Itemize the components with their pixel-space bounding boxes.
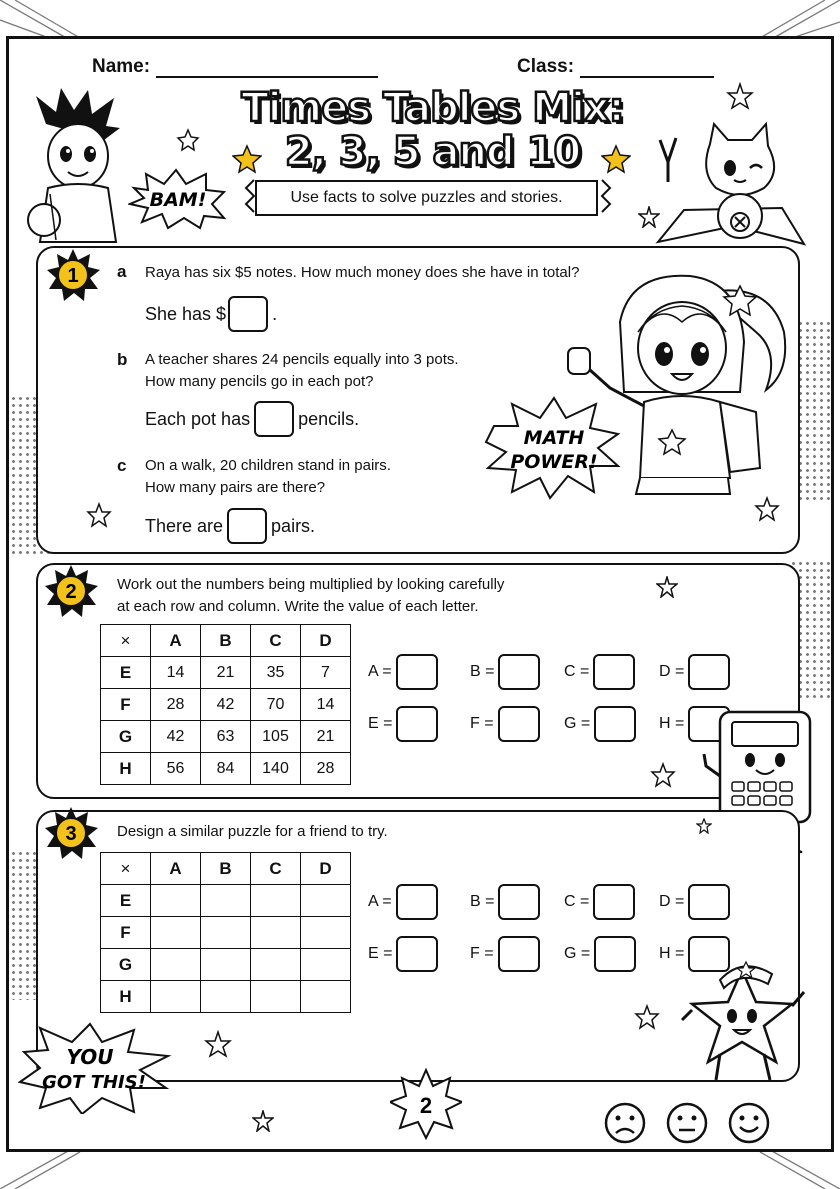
grid-row-header: H [101,753,151,785]
question-b-answer [145,401,359,437]
star-outline-icon [176,128,200,152]
grid-row-header: G [101,721,151,753]
number-badge-3 [44,806,98,860]
page-number: 2 [419,1093,433,1118]
grid-blank-cell[interactable] [301,949,351,981]
answer-label: F = [470,945,494,962]
grid-blank-cell[interactable] [251,981,301,1013]
grid-cell: 56 [151,753,201,785]
subtitle-banner [255,180,598,216]
answer-label: E = [368,715,393,732]
answer-label: A = [368,663,392,680]
design-box-c[interactable] [593,884,635,920]
question-a-letter: a [117,262,127,281]
grid-cell: 14 [151,657,201,689]
grid-row [101,689,351,721]
grid-row [101,949,351,981]
grid-corner-symbol: × [101,625,151,657]
bam-text: BAM! [149,189,207,211]
answer-letter-g [564,706,640,742]
grid-blank-cell[interactable] [301,885,351,917]
section-3-instructions: Design a similar puzzle for a friend to try. [117,823,388,840]
grid-cell: 84 [201,753,251,785]
question-b-line2: How many pencils go in each pot? [145,373,374,390]
grid-blank-cell[interactable] [301,917,351,949]
answer-label: G = [564,945,591,962]
answer-b-suffix: pencils. [298,408,360,429]
grid-cell: 70 [251,689,301,721]
question-c-line1: On a walk, 20 children stand in pairs. [145,457,391,474]
question-c-line2: How many pairs are there? [145,479,326,496]
answer-c-suffix: pairs. [271,515,316,536]
answer-label: C = [564,893,590,910]
star-outline-icon [650,762,676,788]
subtitle-text: Use facts to solve puzzles and stories. [290,189,563,206]
grid-row [101,657,351,689]
design-box-d[interactable] [688,884,730,920]
answer-b-box[interactable] [254,401,294,437]
answer-label: E = [368,945,393,962]
number-badge-2 [44,564,98,618]
grid-blank-cell[interactable] [151,981,201,1013]
grid-corner-symbol: × [101,853,151,885]
grid-row-header: E [101,885,151,917]
zigzag-right-decoration [598,178,614,218]
grid-header-row [101,625,351,657]
grid-row [101,885,351,917]
question-b-text [145,349,459,393]
neutral-face-icon[interactable] [666,1102,708,1144]
class-field[interactable] [517,56,714,78]
answer-label: F = [470,715,494,732]
class-line[interactable] [580,60,714,78]
multiplication-grid-puzzle [100,624,351,785]
grid-column-header: D [301,625,351,657]
class-label: Class: [517,56,575,77]
answer-a-prefix: She has $ [145,303,227,324]
grid-cell: 7 [301,657,351,689]
number-badge-1 [46,248,100,302]
grid-blank-cell[interactable] [201,949,251,981]
you-got-this-line1: YOU [66,1045,114,1069]
answer-letter-b [470,654,544,690]
star-outline-icon [696,818,712,834]
answer-letter-c [564,654,639,690]
you-got-this-burst [18,1022,174,1114]
star-character-illustration [680,950,810,1090]
answer-label: G = [564,715,591,732]
grid-row [101,753,351,785]
answer-letter-e [368,706,442,742]
grid-row-header: E [101,657,151,689]
answer-label: H = [659,715,685,732]
design-answer-g [564,936,640,972]
answer-c-prefix: There are [145,515,224,536]
grid-row-header: F [101,689,151,721]
answer-b-prefix: Each pot has [145,408,251,429]
design-answer-e [368,936,442,972]
section-2-instructions [117,574,504,618]
grid-column-header: D [301,853,351,885]
design-box-e[interactable] [396,936,438,972]
grid-blank-cell[interactable] [201,917,251,949]
answer-box-g[interactable] [594,706,636,742]
question-a-answer [145,296,277,332]
grid-row [101,721,351,753]
page-title-line1: Times Tables Mix: [241,85,624,131]
grid-column-header: A [151,853,201,885]
section-1-number: 1 [67,265,79,287]
star-outline-icon [656,576,678,598]
design-box-f[interactable] [498,936,540,972]
grid-row-header: F [101,917,151,949]
section-2-number: 2 [65,581,77,603]
grid-cell: 14 [301,689,351,721]
answer-a-box[interactable] [228,296,268,332]
name-field[interactable] [92,56,378,78]
question-c-letter: c [117,456,127,475]
grid-blank-cell[interactable] [151,949,201,981]
grid-column-header: C [251,853,301,885]
title-block [240,86,625,174]
question-c-text [145,455,391,499]
answer-letter-a [368,654,442,690]
grid-column-header: C [251,625,301,657]
grid-cell: 21 [301,721,351,753]
blank-multiplication-grid [100,852,351,1013]
question-b-line1: A teacher shares 24 pencils equally into 3 pots. [145,351,459,368]
grid-cell: 105 [251,721,301,753]
answer-box-c[interactable] [593,654,635,690]
design-answer-d [659,884,734,920]
cat-character-illustration [654,122,824,250]
star-outline-icon [726,82,754,110]
name-line[interactable] [156,60,378,78]
grid-row [101,917,351,949]
grid-blank-cell[interactable] [251,949,301,981]
design-box-a[interactable] [396,884,438,920]
answer-label: D = [659,663,685,680]
answer-c-box[interactable] [227,508,267,544]
section-3-number: 3 [65,823,77,845]
page-title-line2: 2, 3, 5 and 10 [284,129,581,175]
question-a-text: Raya has six $5 notes. How much money does she have in total? [145,264,580,281]
math-power-line1: MATH [523,427,585,449]
grid-blank-cell[interactable] [151,885,201,917]
star-outline-icon [86,502,112,528]
bam-burst [128,168,228,230]
page-number-burst [390,1068,462,1140]
grid-cell: 28 [301,753,351,785]
grid-blank-cell[interactable] [301,981,351,1013]
grid-blank-cell[interactable] [201,981,251,1013]
grid-column-header: B [201,625,251,657]
grid-cell: 28 [151,689,201,721]
grid-blank-cell[interactable] [201,885,251,917]
answer-label: B = [470,663,495,680]
star-icon [601,144,631,174]
design-box-b[interactable] [498,884,540,920]
grid-cell: 63 [201,721,251,753]
answer-box-a[interactable] [396,654,438,690]
math-power-line2: POWER! [510,451,598,473]
star-outline-icon [252,1110,274,1132]
answer-label: H = [659,945,685,962]
grid-row-header: H [101,981,151,1013]
answer-label: C = [564,663,590,680]
star-outline-icon [638,206,660,228]
name-label: Name: [92,56,151,77]
grid-row [101,981,351,1013]
design-answer-c [564,884,639,920]
boy-character-illustration [16,84,136,244]
answer-letter-d [659,654,734,690]
you-got-this-line2: GOT THIS! [42,1072,146,1093]
star-outline-icon [754,496,780,522]
answer-letter-f [470,706,544,742]
answer-label: D = [659,893,685,910]
star-outline-icon [204,1030,232,1058]
question-b-letter: b [117,350,128,369]
grid-cell: 140 [251,753,301,785]
question-c-answer [145,508,315,544]
grid-column-header: B [201,853,251,885]
grid-cell: 42 [151,721,201,753]
answer-label: B = [470,893,495,910]
grid-cell: 21 [201,657,251,689]
answer-box-e[interactable] [396,706,438,742]
star-icon [232,144,262,174]
happy-face-icon[interactable] [728,1102,770,1144]
section-2-instructions-line2: at each row and column. Write the value of each letter. [117,598,479,615]
section-2-instructions-line1: Work out the numbers being multiplied by looking carefully [117,576,505,593]
answer-a-suffix: . [272,303,278,324]
star-outline-icon [634,1004,660,1030]
grid-blank-cell[interactable] [251,885,301,917]
grid-blank-cell[interactable] [151,917,201,949]
answer-box-f[interactable] [498,706,540,742]
math-power-burst [484,396,624,500]
answer-box-d[interactable] [688,654,730,690]
answer-box-b[interactable] [498,654,540,690]
design-answer-f [470,936,544,972]
design-answer-a [368,884,442,920]
grid-row-header: G [101,949,151,981]
grid-cell: 42 [201,689,251,721]
answer-label: A = [368,893,392,910]
sad-face-icon[interactable] [604,1102,646,1144]
grid-column-header: A [151,625,201,657]
grid-cell: 35 [251,657,301,689]
grid-header-row [101,853,351,885]
design-box-g[interactable] [594,936,636,972]
grid-blank-cell[interactable] [251,917,301,949]
design-answer-b [470,884,544,920]
